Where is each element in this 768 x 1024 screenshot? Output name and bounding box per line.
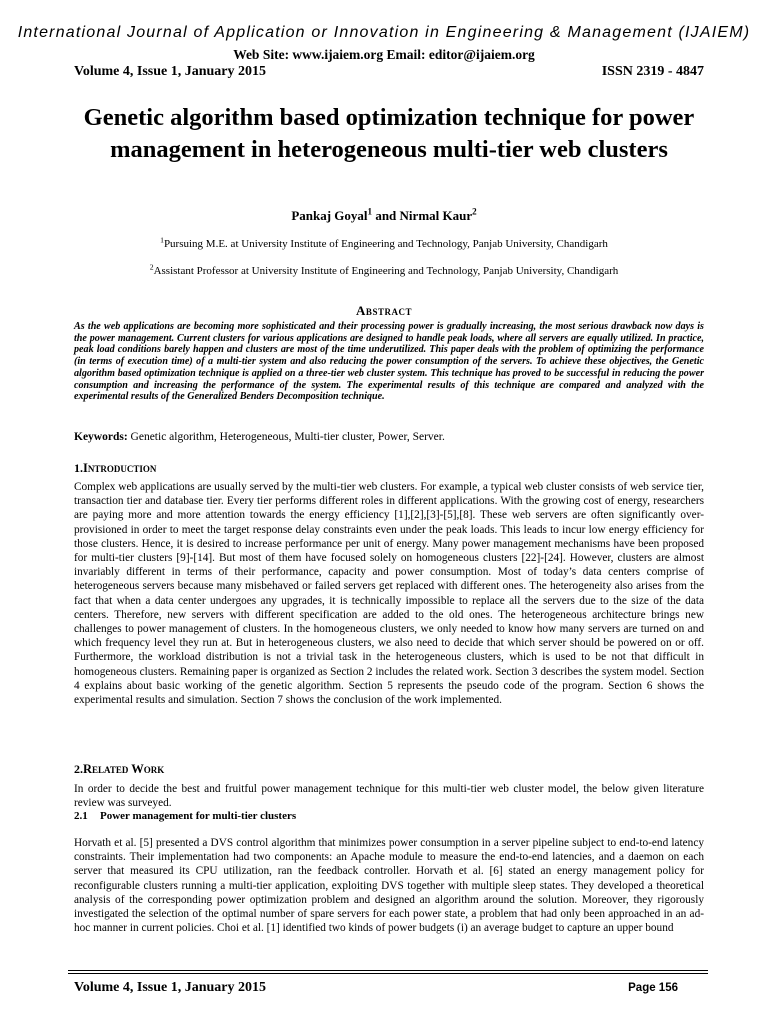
affiliation-2-text: Assistant Professor at University Institute of Engineering and Technology, Panjab University, Chandigarh [153, 265, 619, 277]
section-1-title: Introduction [83, 461, 157, 475]
keywords-list: Genetic algorithm, Heterogeneous, Multi-tier cluster, Power, Server. [130, 431, 445, 443]
keywords [74, 431, 704, 443]
abstract-text: As the web applications are becoming more sophisticated and their processing power is gradually increasing, the most serious drawback now days is the power management. Current clusters for various applications are designed to handle peak loads, where all servers are equally utilized. In practice, peak load conditions barely happen and clusters are most of the time underutilized. This paper deals with the problem of optimizing the performance (in terms of execution time) of a multi-tier system and also reducing the power consumption of the servers. To achieve these objectives, the Genetic algorithm based optimization technique is applied on a three-tier web cluster system. This technique has proved to be successful in reducing the power consumption and increasing the performance of the system. The experimental results of this technique are compared and analyzed with the experimental results of the Generalized Benders Decomposition technique. [74, 321, 704, 403]
affiliation-1-sup: 1 [160, 235, 164, 245]
introduction-paragraph: Complex web applications are usually served by the multi-tier web clusters. For example, a typical web cluster consists of web service tier, transaction tier and database tier. Every tier performs different roles in different applications. With the growing cost of energy, researchers are paying more and more attention towards the energy efficiency [1],[2],[3]-[5],[8]. These web servers are often significantly over-provisioned in order to meet the target response delay constraints even under the peak loads. This leads to incur low energy efficiency for those clusters. Hence, it is desired to increase performance per unit of energy. Many power management mechanisms have been proposed for multi-tier clusters [9]-[14]. But most of them have focused solely on homogeneous clusters [22]-[24]. However, clusters are almost invariably different in terms of their performance, capacity and power consumption. Most of today’s data centers comprise of heterogeneous servers because many misbehaved or failed servers get replaced with different ones. The heterogeneity also arises from the fact that when a data center undergoes any upgrades, it is technically impossible to replace all the servers due to the size of the data centers. Therefore, new servers with different specification are added to the old ones. The heterogeneous architecture brings new challenges to power management of clusters. In the homogeneous clusters, we only needed to know how many servers are turned on and which frequency level they run at. But in heterogeneous clusters, we also need to decide that which server should be powered on or off. Furthermore, the workload distribution is not a trivial task in the heterogeneous clusters, which is used to be not that difficult in homogeneous clusters. Remaining paper is organized as Section 2 includes the related work. Section 3 describes the system model. Section 4 explains about basic working of the genetic algorithm. Section 5 represents the pseudo code of the program. Section 6 shows the experimental results and simulation. Section 7 shows the conclusion of the work implemented. [74, 481, 704, 707]
author-2-sup: 2 [472, 206, 477, 217]
journal-title: International Journal of Application or Innovation in Engineering & Management (IJAIEM) [17, 24, 751, 41]
section-2-title: Related Work [83, 762, 165, 776]
journal-website: Web Site: www.ijaiem.org Email: editor@ijaiem.org [233, 47, 535, 62]
footer-page-number: Page 156 [628, 982, 678, 994]
author-line [0, 208, 768, 224]
affiliation-1 [0, 235, 768, 250]
header-volume: Volume 4, Issue 1, January 2015 [74, 64, 267, 79]
affiliation-2 [0, 262, 768, 277]
subsection-number: 2.1 [74, 810, 88, 822]
affiliation-2-sup: 2 [149, 262, 154, 272]
subsection-heading [74, 810, 296, 822]
footer-volume: Volume 4, Issue 1, January 2015 [74, 980, 267, 995]
paper-title: Genetic algorithm based optimization technique for power management in heterogeneous multi-tier web clusters [83, 104, 695, 163]
abstract-heading: Abstract [356, 303, 412, 318]
section-2-number: 2. [74, 762, 83, 776]
header-issn: ISSN 2319 - 4847 [601, 64, 704, 79]
related-work-intro-paragraph: In order to decide the best and fruitful power management technique for this multi-tier web cluster model, the below given literature review was surveyed. [74, 783, 704, 810]
section-1-number: 1. [74, 461, 83, 475]
author-joiner: and [372, 208, 400, 223]
keywords-label: Keywords: [74, 431, 128, 443]
affiliation-1-text: Pursuing M.E. at University Institute of Engineering and Technology, Panjab University, Chandigarh [163, 238, 608, 250]
author-1-name: Pankaj Goyal [291, 208, 368, 223]
section-heading-introduction [74, 461, 156, 476]
subsection-title: Power management for multi-tier clusters [100, 810, 297, 822]
related-work-paragraph: Horvath et al. [5] presented a DVS control algorithm that minimizes power consumption in a server pipeline subject to end-to-end latency constraints. Their implementation had two components: an Apache module to measure the end-to-end latencies, and a daemon on each server that measured its CPU utilization, ran the feedback controller. Horvath et al. [6] stated an energy management policy for reconfigurable clusters running a multi-tier application, exploiting DVS together with multiple sleep states. They developed a theoretical analysis of the corresponding power optimization problem and designed an algorithm around the solution. Moreover, they rigorously investigated the selection of the optimal number of spare servers for each power state, a problem that had only been approached in an ad-hoc manner in current policies. Choi et al. [1] identified two kinds of power budgets (i) an average budget to capture an upper bound [74, 837, 704, 935]
author-1-sup: 1 [367, 206, 373, 217]
footer-rule [68, 970, 708, 974]
author-2-name: Nirmal Kaur [399, 208, 473, 223]
section-heading-related-work [74, 762, 164, 777]
